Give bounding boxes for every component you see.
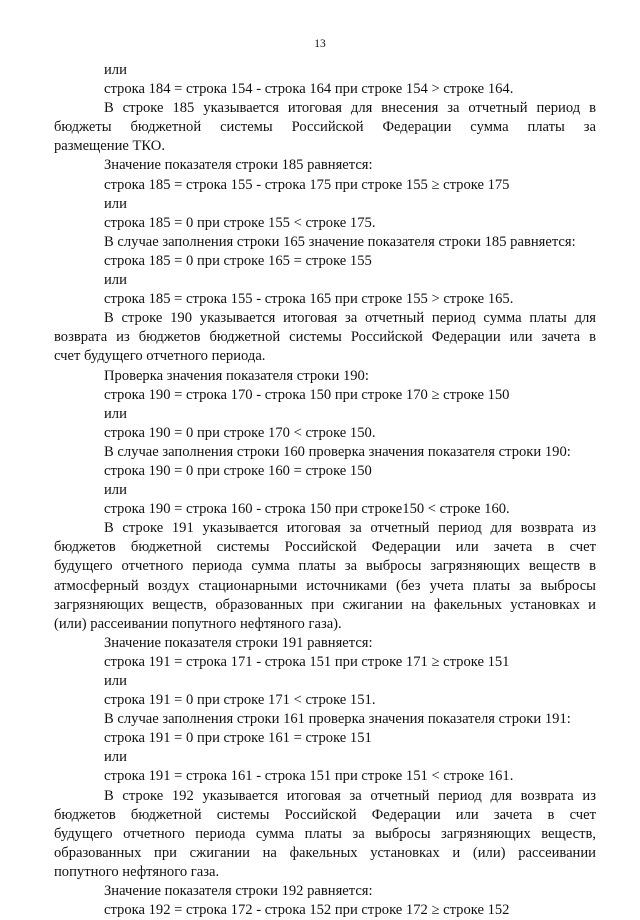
text-line: или bbox=[104, 272, 127, 289]
body-text bbox=[54, 61, 596, 920]
text-line: размещение ТКО. bbox=[54, 138, 165, 155]
text-line: или bbox=[104, 673, 127, 689]
text-line: В случае заполнения строки 160 проверка значения показателя строки 190: bbox=[104, 443, 571, 460]
text-line: В случае заполнения строки 165 значение показателя строки 185 равняется: bbox=[104, 233, 576, 250]
text-line: (или) рассеивании попутного нефтяного газа). bbox=[54, 615, 342, 632]
text-line: строка 192 = строка 172 - строка 152 при строке 172 ≥ строке 152 bbox=[104, 902, 510, 919]
text-line: В строке 192 указывается итоговая за отчетный период для возврата из bbox=[104, 787, 596, 804]
text-line: строка 185 = строка 155 - строка 175 при строке 155 ≥ строке 175 bbox=[104, 176, 510, 193]
text-line: атмосферный воздух стационарными источниками (без учета платы за выбросы bbox=[54, 577, 596, 594]
text-line: или bbox=[104, 405, 127, 422]
text-line: Значение показателя строки 185 равняется: bbox=[104, 157, 373, 174]
text-line: В строке 185 указывается итоговая для внесения за отчетный период в bbox=[104, 100, 596, 117]
text-line: строка 185 = строка 155 - строка 165 при строке 155 > строке 165. bbox=[104, 291, 514, 308]
text-line: Значение показателя строки 192 равняется: bbox=[104, 883, 373, 900]
text-line: Значение показателя строки 191 равняется: bbox=[104, 634, 373, 651]
text-line: или bbox=[104, 482, 127, 499]
text-line: строка 185 = 0 при строке 155 < строке 175. bbox=[104, 214, 376, 231]
text-line: строка 190 = 0 при строке 170 < строке 150. bbox=[104, 424, 376, 441]
text-line: образованных при сжигании на факельных установках и (или) рассеивании bbox=[54, 844, 596, 861]
text-line: или bbox=[104, 749, 127, 766]
text-line: будущего отчетного периода сумма платы за выбросы загрязняющих веществ в bbox=[54, 558, 596, 575]
text-line: строка 191 = строка 161 - строка 151 при строке 151 < строке 161. bbox=[104, 768, 514, 785]
text-line: строка 185 = 0 при строке 165 = строке 155 bbox=[104, 252, 372, 269]
text-line: строка 191 = 0 при строке 161 = строке 151 bbox=[104, 730, 372, 747]
text-line: В случае заполнения строки 161 проверка значения показателя строки 191: bbox=[104, 711, 571, 728]
text-line: будущего отчетного периода сумма платы за выбросы загрязняющих веществ, bbox=[54, 825, 596, 842]
text-line: бюджетов бюджетной системы Российской Федерации или зачета в счет bbox=[54, 539, 596, 556]
text-line: или bbox=[104, 62, 127, 78]
text-line: счет будущего отчетного периода. bbox=[54, 348, 266, 365]
text-line: строка 190 = 0 при строке 160 = строке 150 bbox=[104, 462, 372, 479]
text-line: В строке 191 указывается итоговая за отчетный период для возврата из bbox=[104, 520, 596, 537]
text-line: строка 191 = строка 171 - строка 151 при строке 171 ≥ строке 151 bbox=[104, 653, 510, 670]
text-line: строка 190 = строка 160 - строка 150 при строке150 < строке 160. bbox=[104, 501, 510, 518]
page-number: 13 bbox=[314, 38, 326, 50]
text-line: бюджеты бюджетной системы Российской Федерации сумма платы за bbox=[54, 119, 596, 136]
text-line: строка 184 = строка 154 - строка 164 при строке 154 > строке 164. bbox=[104, 81, 514, 98]
text-line: загрязняющих веществ, образованных при сжигании на факельных установках и bbox=[54, 596, 596, 613]
text-line: или bbox=[104, 195, 127, 212]
text-line: попутного нефтяного газа. bbox=[54, 863, 220, 880]
text-line: строка 190 = строка 170 - строка 150 при строке 170 ≥ строке 150 bbox=[104, 386, 510, 403]
text-line: В строке 190 указывается итоговая за отчетный период сумма платы для bbox=[104, 310, 596, 327]
text-line: возврата из бюджетов бюджетной системы Российской Федерации или зачета в bbox=[54, 329, 596, 346]
text-line: Проверка значения показателя строки 190: bbox=[104, 367, 369, 384]
text-line: строка 191 = 0 при строке 171 < строке 151. bbox=[104, 692, 376, 709]
text-line: бюджетов бюджетной системы Российской Федерации или зачета в счет bbox=[54, 806, 596, 823]
